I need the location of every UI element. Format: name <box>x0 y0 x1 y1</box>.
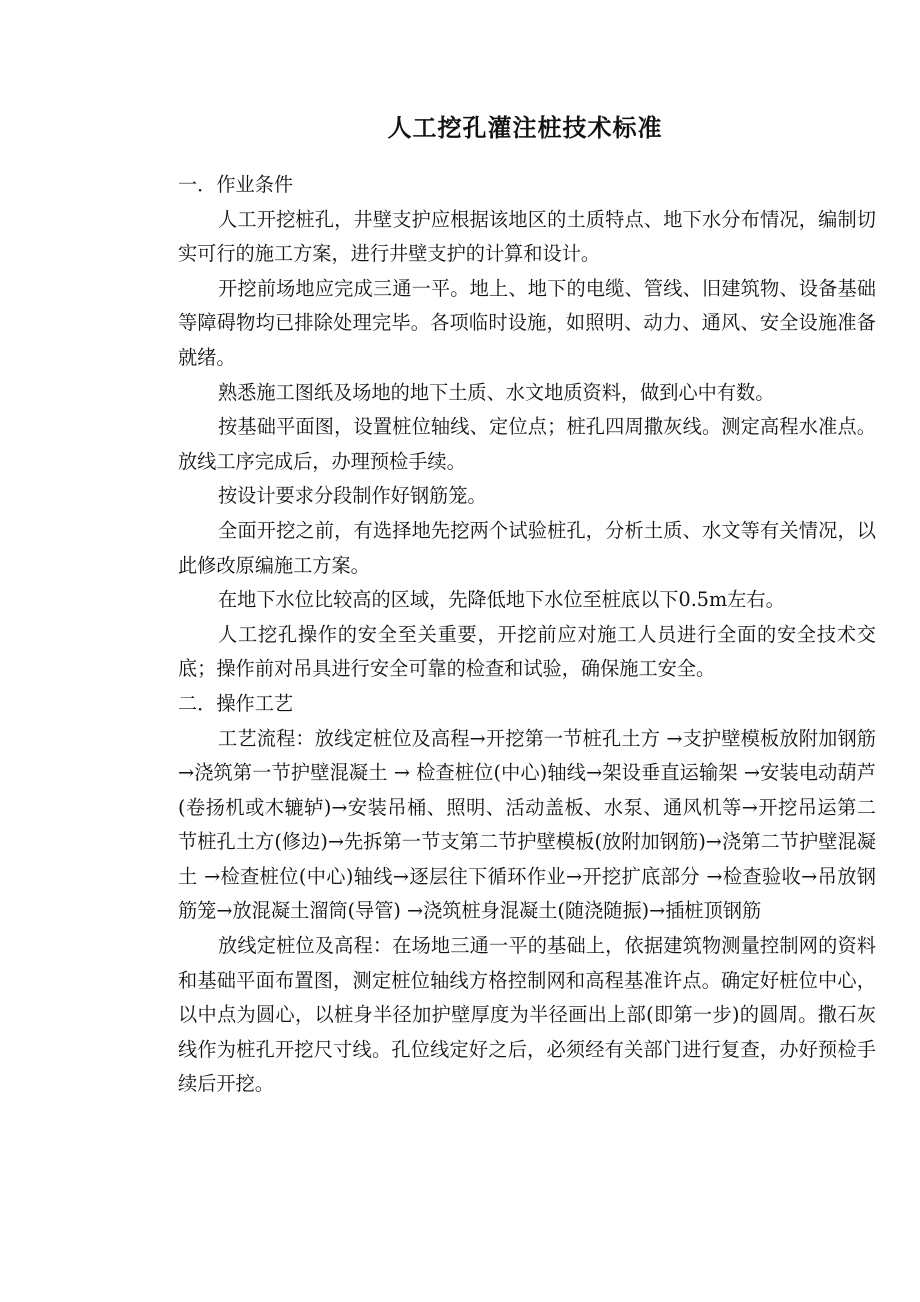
paragraph: 放线定桩位及高程：在场地三通一平的基础上，依据建筑物测量控制网的资料和基础平面布置图，测定桩位轴线方格控制网和高程基准许点。确定好桩位中心，以中点为圆心，以桩身半径加护壁厚度为半径画出上部(即第一步)的圆周。撒石灰线作为桩孔开挖尺寸线。孔位线定好之后，必须经有关部门进行复查，办好预检手续后开挖。 <box>178 934 876 1096</box>
paragraph: 工艺流程：放线定桩位及高程→开挖第一节桩孔土方 →支护壁模板放附加钢筋→浇筑第一节护壁混凝土 → 检查桩位(中心)轴线→架设垂直运输架 →安装电动葫芦(卷扬机或木辘轳)→安装吊桶、照明、活动盖板、水泵、通风机等→开挖吊运第二节桩孔土方(修边)→先拆第一节支第二节护壁模板(放附加钢筋)→浇第二节护壁混凝土 →检查桩位(中心)轴线→逐层往下循环作业→开挖扩底部分 →检查验收→吊放钢筋笼→放混凝土溜筒(导管) →浇筑桩身混凝土(随浇随振)→插桩顶钢筋 <box>178 726 876 923</box>
paragraph: 人工挖孔操作的安全至关重要，开挖前应对施工人员进行全面的安全技术交底；操作前对吊具进行安全可靠的检查和试验，确保施工安全。 <box>178 622 876 681</box>
paragraph: 按设计要求分段制作好钢筋笼。 <box>218 484 487 508</box>
document-body <box>178 168 876 1102</box>
paragraph: 人工开挖桩孔，井壁支护应根据该地区的土质特点、地下水分布情况，编制切实可行的施工方案，进行井壁支护的计算和设计。 <box>178 207 876 266</box>
document-title: 人工挖孔灌注桩技术标准 <box>387 113 663 142</box>
paragraph: 在地下水位比较高的区域，先降低地下水位至桩底以下0.5m左右。 <box>218 588 785 612</box>
paragraph: 按基础平面图，设置桩位轴线、定位点；桩孔四周撒灰线。测定高程水准点。放线工序完成后，办理预检手续。 <box>178 415 876 473</box>
paragraph: 熟悉施工图纸及场地的地下土质、水文地质资料，做到心中有数。 <box>218 380 775 404</box>
paragraph: 全面开挖之前，有选择地先挖两个试验桩孔，分析土质、水文等有关情况，以此修改原编施工方案。 <box>178 518 876 577</box>
section-work-conditions <box>178 168 876 687</box>
paragraph: 开挖前场地应完成三通一平。地上、地下的电缆、管线、旧建筑物、设备基础等障碍物均已排除处理完毕。各项临时设施，如照明、动力、通风、安全设施准备就绪。 <box>178 276 876 369</box>
section-heading: 二．操作工艺 <box>178 691 294 715</box>
section-heading: 一．作业条件 <box>178 173 294 196</box>
section-operation-process <box>178 687 876 1102</box>
